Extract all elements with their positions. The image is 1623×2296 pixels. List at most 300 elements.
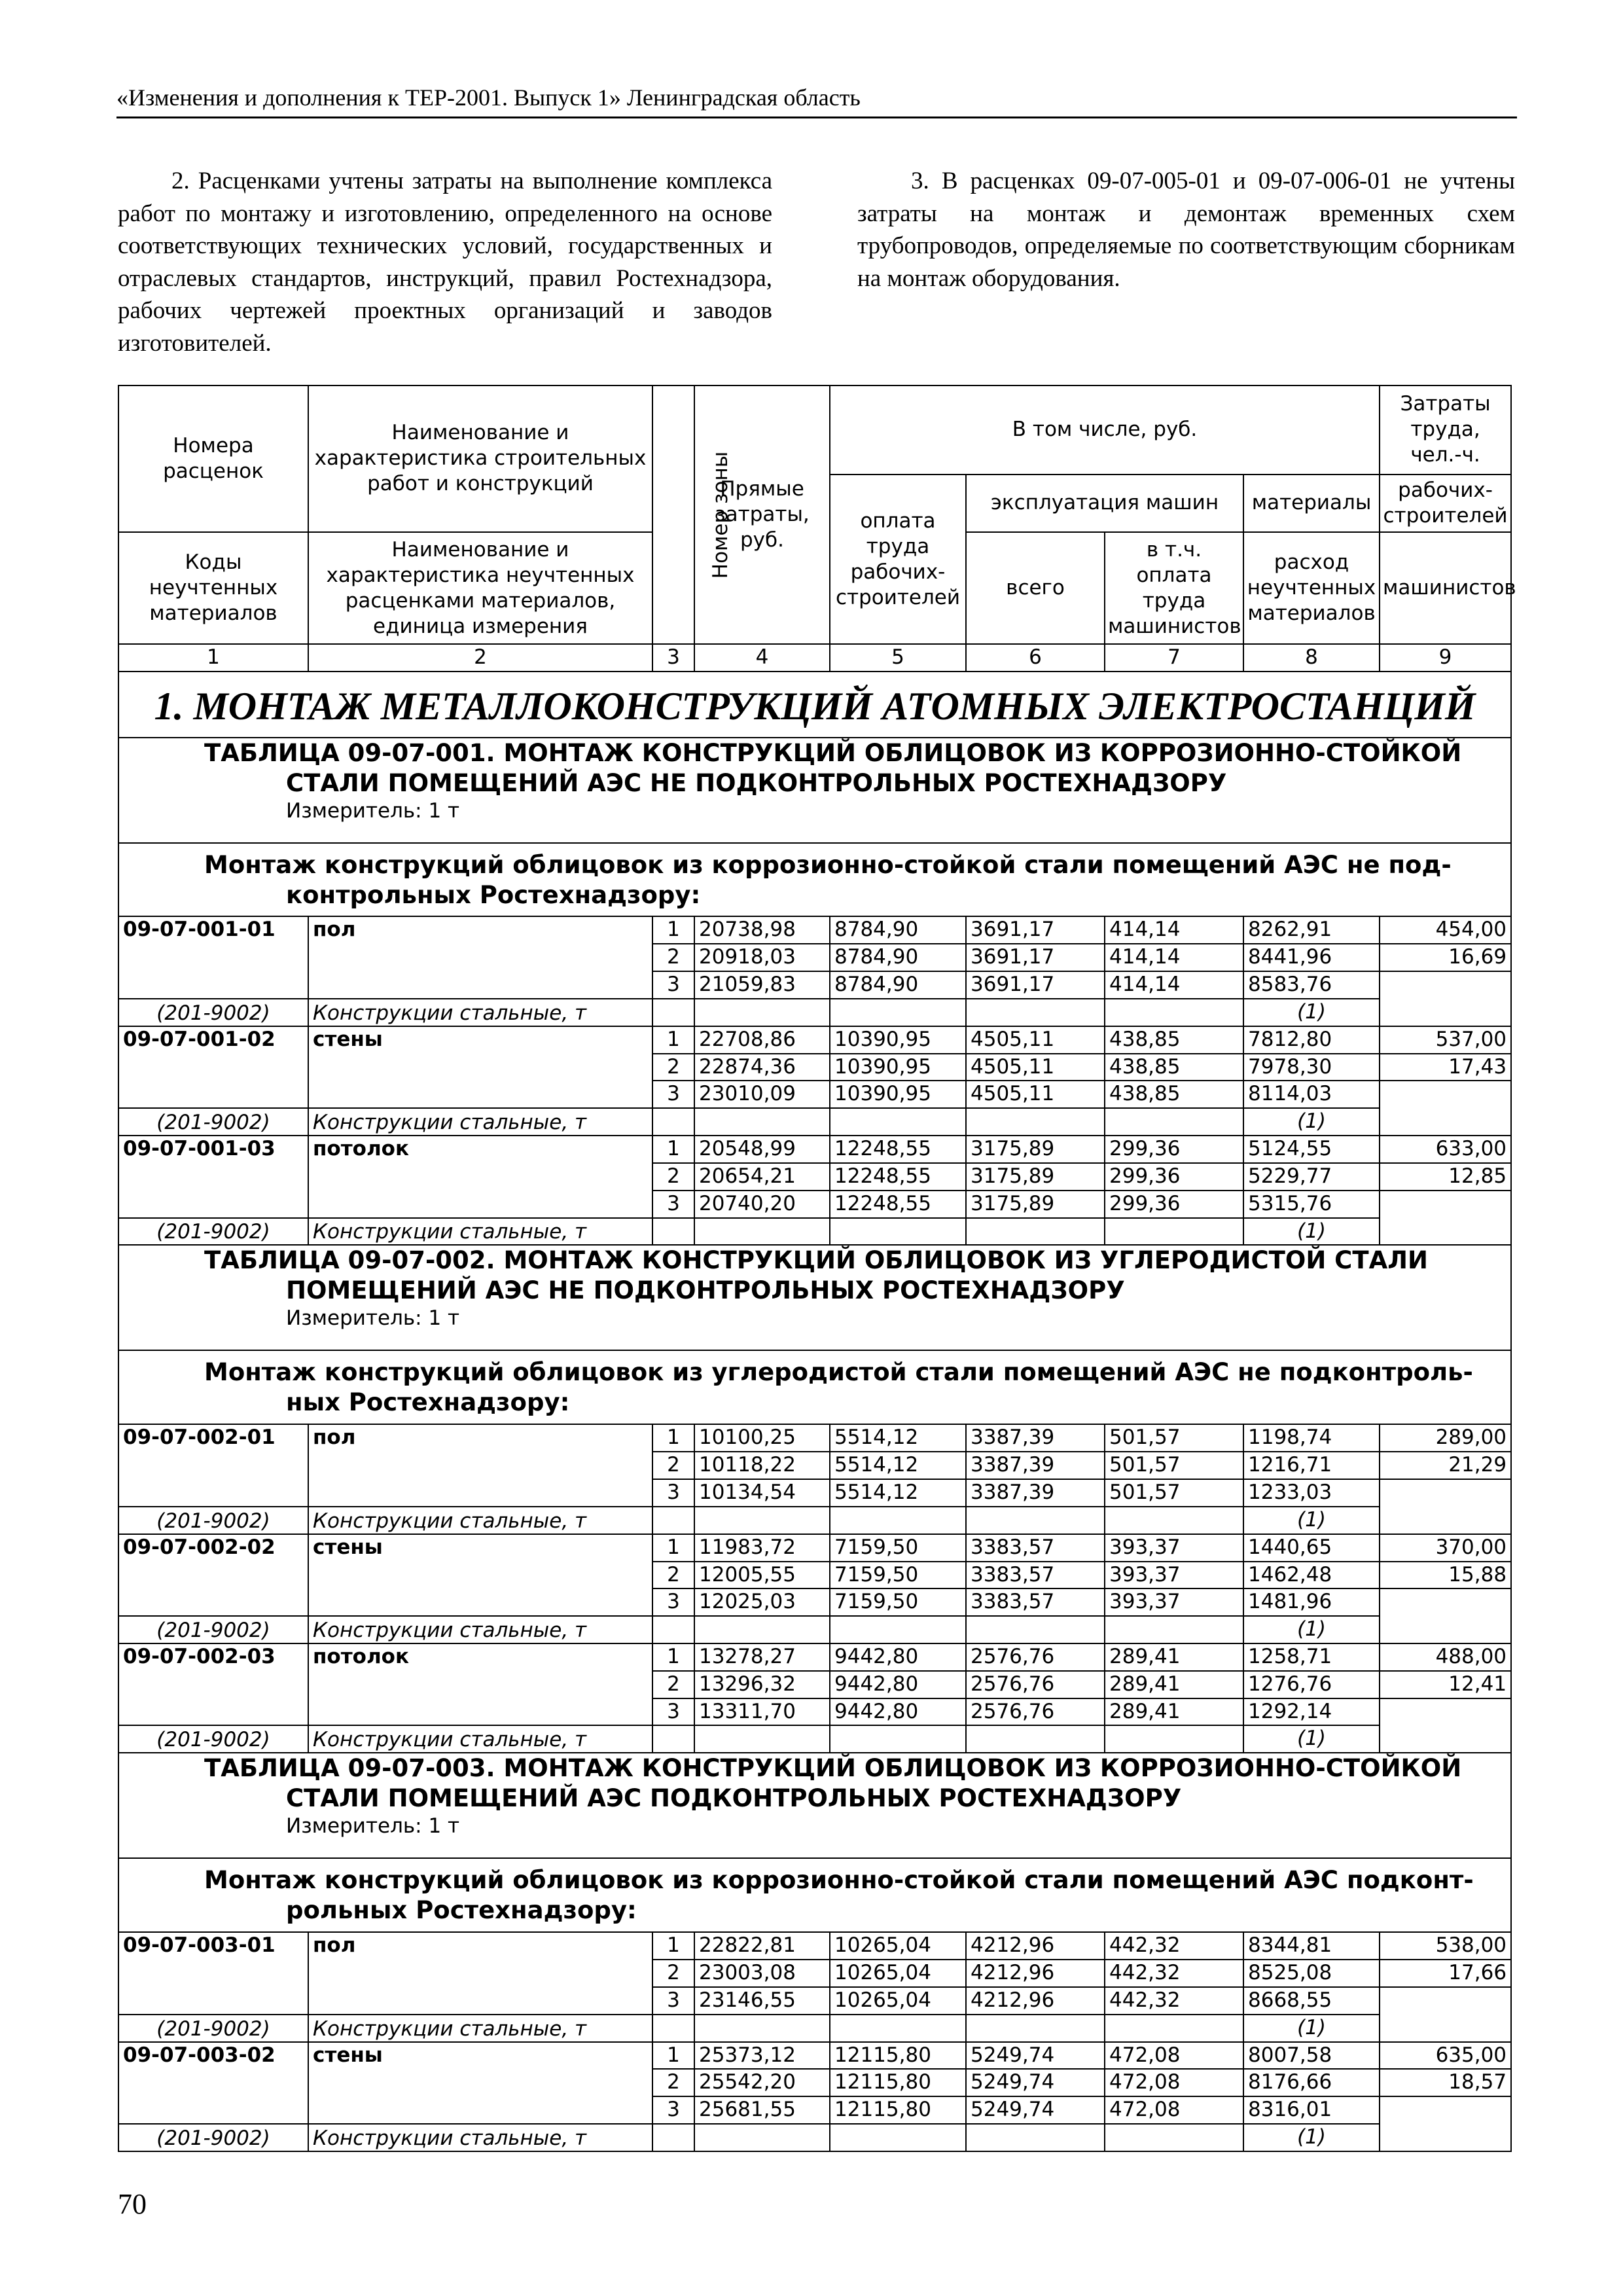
zone-number: 1 [652,1424,694,1452]
machines-total: 5249,74 [966,2042,1105,2070]
intro-text-right: 3. В расценках 09-07-005-01 и 09-07-006-01 не учтены затраты на монтаж и демонтаж временных схем трубопроводов, определяемые по соответствующим сборникам на монтаж оборудования. [857,168,1515,292]
materials-cost: 1292,14 [1243,1698,1380,1726]
header-rule [116,117,1517,118]
direct-costs: 20918,03 [694,944,830,971]
empty-cell [652,1218,694,1246]
material-name: Конструкции стальные, т [308,1616,652,1643]
table-row [118,1534,1511,1562]
col-header-workers-labor: рабочих-строителей [1380,475,1511,532]
zone-number: 3 [652,2096,694,2124]
labor-value: 17,43 [1380,1054,1511,1081]
rate-code: 09-07-003-02 [118,2042,308,2124]
direct-costs: 20654,21 [694,1163,830,1191]
operator-pay: 289,41 [1105,1698,1243,1726]
machines-total: 3387,39 [966,1479,1105,1507]
table-title-cell [118,1245,1511,1350]
empty-cell [966,1108,1105,1136]
worker-pay: 9442,80 [830,1698,966,1726]
worker-pay: 12115,80 [830,2069,966,2096]
machines-total: 5249,74 [966,2069,1105,2096]
zone-number: 2 [652,1163,694,1191]
machines-total: 3175,89 [966,1163,1105,1191]
materials-cost: 1216,71 [1243,1452,1380,1479]
rate-code: 09-07-001-01 [118,916,308,998]
empty-cell [1105,2015,1243,2042]
direct-costs: 25681,55 [694,2096,830,2124]
rate-code: 09-07-003-01 [118,1932,308,2014]
worker-pay: 10265,04 [830,1987,966,2015]
machines-total: 2576,76 [966,1643,1105,1671]
direct-costs: 20548,99 [694,1136,830,1163]
table-row [118,1643,1511,1671]
empty-cell [1105,1725,1243,1753]
col-header-worker-pay: оплата труда рабочих-строителей [830,475,966,644]
materials-cost: 8007,58 [1243,2042,1380,2070]
work-name: стены [308,1026,652,1108]
table-row [118,1424,1511,1452]
empty-cell [652,1507,694,1534]
table-row [118,916,1511,944]
direct-costs: 22822,81 [694,1932,830,1960]
table-meter: Измеритель: 1 т [286,1814,460,1839]
machines-total: 3387,39 [966,1452,1105,1479]
table-row [118,1136,1511,1163]
table-subhead-line-2: рольных Ростехнадзору: [286,1896,637,1925]
machines-total: 4505,11 [966,1026,1105,1054]
material-quantity: (1) [1243,999,1380,1026]
zone-number: 2 [652,2069,694,2096]
direct-costs: 20738,98 [694,916,830,944]
empty-cell [966,1218,1105,1246]
worker-pay: 9442,80 [830,1671,966,1698]
col-header-machines-total: всего [966,532,1105,644]
material-name: Конструкции стальные, т [308,1218,652,1246]
direct-costs: 23010,09 [694,1081,830,1108]
empty-cell [694,1108,830,1136]
intro-text-left: 2. Расценками учтены затраты на выполнение комплекса работ по монтажу и изготовлению, определенного на основе соответствующих технических условий, государственных и отраслевых стандартов, инструкций, правил Ростехнадзора, рабочих чертежей проектных организаций и заводов изготовителей. [118,168,772,357]
material-code: (201-9002) [118,1725,308,1753]
direct-costs: 12025,03 [694,1588,830,1616]
empty-cell [694,2015,830,2042]
direct-costs: 13278,27 [694,1643,830,1671]
machines-total: 5249,74 [966,2096,1105,2124]
zone-number: 2 [652,1671,694,1698]
table-row [118,2015,1511,2042]
operator-pay: 442,32 [1105,1987,1243,2015]
zone-number: 3 [652,971,694,999]
table-row [118,1218,1511,1246]
machines-total: 3691,17 [966,944,1105,971]
labor-value: 537,00 [1380,1026,1511,1054]
direct-costs: 10100,25 [694,1424,830,1452]
materials-cost: 8668,55 [1243,1987,1380,2015]
table-subhead [204,844,1510,913]
materials-cost: 5229,77 [1243,1163,1380,1191]
worker-pay: 10265,04 [830,1932,966,1960]
direct-costs: 25373,12 [694,2042,830,2070]
zone-number: 2 [652,944,694,971]
column-number: 8 [1243,644,1380,672]
labor-value [1380,1479,1511,1534]
direct-costs: 10134,54 [694,1479,830,1507]
zone-number: 2 [652,1562,694,1589]
col-header-unaccounted-materials: расход неучтенных материалов [1243,532,1380,644]
material-quantity: (1) [1243,1108,1380,1136]
section-title: 1. МОНТАЖ МЕТАЛЛОКОНСТРУКЦИЙ АТОМНЫХ ЭЛЕКТРОСТАНЦИЙ [154,685,1476,728]
operator-pay: 414,14 [1105,944,1243,971]
worker-pay: 7159,50 [830,1588,966,1616]
table-subhead-line-1: Монтаж конструкций облицовок из коррозионно-стойкой стали помещений АЭС подконт- [204,1866,1474,1895]
labor-value: 488,00 [1380,1643,1511,1671]
table-subhead-line-2: ных Ростехнадзору: [286,1388,570,1417]
material-code: (201-9002) [118,1616,308,1643]
empty-cell [652,999,694,1026]
col-header-rate-numbers: Номера расценок [118,386,308,532]
material-name: Конструкции стальные, т [308,2124,652,2151]
worker-pay: 12115,80 [830,2096,966,2124]
empty-cell [694,999,830,1026]
operator-pay: 393,37 [1105,1534,1243,1562]
labor-value [1380,1698,1511,1753]
empty-cell [830,999,966,1026]
column-number: 1 [118,644,308,672]
empty-cell [652,1108,694,1136]
running-header: «Изменения и дополнения к ТЕР-2001. Выпуск 1» Ленинградская область [116,84,861,111]
rate-code: 09-07-002-01 [118,1424,308,1506]
material-name: Конструкции стальные, т [308,1108,652,1136]
material-quantity: (1) [1243,1616,1380,1643]
table-title-line-1: ТАБЛИЦА 09-07-001. МОНТАЖ КОНСТРУКЦИЙ ОБЛИЦОВОК ИЗ КОРРОЗИОННО-СТОЙКОЙ [204,738,1462,767]
column-number: 2 [308,644,652,672]
labor-value: 289,00 [1380,1424,1511,1452]
operator-pay: 438,85 [1105,1026,1243,1054]
table-row [118,1026,1511,1054]
table-title-line-1: ТАБЛИЦА 09-07-002. МОНТАЖ КОНСТРУКЦИЙ ОБЛИЦОВОК ИЗ УГЛЕРОДИСТОЙ СТАЛИ [204,1246,1428,1275]
worker-pay: 12248,55 [830,1191,966,1218]
table-title [204,1753,1510,1814]
worker-pay: 8784,90 [830,944,966,971]
table-row [118,1932,1511,1960]
worker-pay: 10390,95 [830,1026,966,1054]
empty-cell [966,2015,1105,2042]
work-name: потолок [308,1643,652,1725]
table-row [118,999,1511,1026]
empty-cell [830,1616,966,1643]
material-quantity: (1) [1243,1218,1380,1246]
col-header-materials: материалы [1243,475,1380,532]
labor-value [1380,1588,1511,1643]
direct-costs: 23146,55 [694,1987,830,2015]
empty-cell [830,1218,966,1246]
operator-pay: 501,57 [1105,1479,1243,1507]
table-subhead-row [118,843,1511,917]
direct-costs: 10118,22 [694,1452,830,1479]
table-title-row [118,738,1511,843]
machines-total: 3383,57 [966,1534,1105,1562]
table-subhead-row [118,1350,1511,1424]
machines-total: 4212,96 [966,1932,1105,1960]
worker-pay: 5514,12 [830,1479,966,1507]
zone-number: 1 [652,1932,694,1960]
materials-cost: 8583,76 [1243,971,1380,999]
empty-cell [830,1725,966,1753]
operator-pay: 289,41 [1105,1671,1243,1698]
zone-number: 3 [652,1698,694,1726]
table-subhead-line-1: Монтаж конструкций облицовок из коррозионно-стойкой стали помещений АЭС не под- [204,850,1452,879]
labor-value: 12,41 [1380,1671,1511,1698]
materials-cost: 1198,74 [1243,1424,1380,1452]
rate-code: 09-07-002-03 [118,1643,308,1725]
section-title-row [118,672,1511,737]
empty-cell [1105,999,1243,1026]
col-header-operator-pay: в т.ч. оплата труда машинистов [1105,532,1243,644]
materials-cost: 8176,66 [1243,2069,1380,2096]
operator-pay: 472,08 [1105,2042,1243,2070]
machines-total: 3175,89 [966,1136,1105,1163]
materials-cost: 8525,08 [1243,1960,1380,1987]
col-header-machines: эксплуатация машин [966,475,1243,532]
zone-number: 1 [652,2042,694,2070]
empty-cell [830,2015,966,2042]
col-header-labor: Затраты труда, чел.-ч. [1380,386,1511,475]
worker-pay: 12115,80 [830,2042,966,2070]
operator-pay: 289,41 [1105,1643,1243,1671]
rate-code: 09-07-001-03 [118,1136,308,1217]
direct-costs: 23003,08 [694,1960,830,1987]
zone-number: 1 [652,1643,694,1671]
zone-number: 1 [652,916,694,944]
direct-costs: 11983,72 [694,1534,830,1562]
material-name: Конструкции стальные, т [308,1725,652,1753]
table-row [118,1725,1511,1753]
worker-pay: 10265,04 [830,1960,966,1987]
materials-cost: 1481,96 [1243,1588,1380,1616]
material-code: (201-9002) [118,2015,308,2042]
materials-cost: 7812,80 [1243,1026,1380,1054]
operator-pay: 414,14 [1105,916,1243,944]
labor-value [1380,1191,1511,1246]
zone-number: 2 [652,1054,694,1081]
zone-number: 2 [652,1452,694,1479]
materials-cost: 1258,71 [1243,1643,1380,1671]
col-header-operators-labor: машинистов [1380,532,1511,644]
worker-pay: 10390,95 [830,1081,966,1108]
table-subhead-cell [118,1858,1511,1932]
col-header-work-name: Наименование и характеристика строительных работ и конструкций [308,386,652,532]
table-subhead-line-2: контрольных Ростехнадзору: [286,880,701,909]
work-name: стены [308,2042,652,2124]
table-row [118,1507,1511,1534]
worker-pay: 5514,12 [830,1424,966,1452]
machines-total: 4505,11 [966,1054,1105,1081]
col-header-material-names: Наименование и характеристика неучтенных расценками материалов, единица измерения [308,532,652,644]
empty-cell [1105,1218,1243,1246]
labor-value [1380,1081,1511,1136]
worker-pay: 8784,90 [830,971,966,999]
operator-pay: 393,37 [1105,1562,1243,1589]
zone-number: 2 [652,1960,694,1987]
operator-pay: 501,57 [1105,1424,1243,1452]
table-subhead-row [118,1858,1511,1932]
empty-cell [966,2124,1105,2151]
zone-number: 3 [652,1081,694,1108]
empty-cell [1105,1616,1243,1643]
table-title-row [118,1245,1511,1350]
worker-pay: 12248,55 [830,1163,966,1191]
labor-value: 21,29 [1380,1452,1511,1479]
section-title-cell [118,672,1511,737]
page-number: 70 [118,2188,147,2220]
operator-pay: 299,36 [1105,1163,1243,1191]
material-code: (201-9002) [118,1507,308,1534]
table-row [118,2124,1511,2151]
materials-cost: 5124,55 [1243,1136,1380,1163]
machines-total: 4212,96 [966,1960,1105,1987]
column-number: 6 [966,644,1105,672]
operator-pay: 472,08 [1105,2069,1243,2096]
labor-value [1380,2096,1511,2151]
col-header-material-codes: Коды неучтенных материалов [118,532,308,644]
operator-pay: 501,57 [1105,1452,1243,1479]
materials-cost: 1440,65 [1243,1534,1380,1562]
table-title-cell [118,738,1511,843]
material-code: (201-9002) [118,1218,308,1246]
column-number: 7 [1105,644,1243,672]
rate-code: 09-07-002-02 [118,1534,308,1616]
machines-total: 3383,57 [966,1588,1105,1616]
materials-cost: 7978,30 [1243,1054,1380,1081]
empty-cell [694,1507,830,1534]
machines-total: 3691,17 [966,916,1105,944]
materials-cost: 8114,03 [1243,1081,1380,1108]
material-code: (201-9002) [118,1108,308,1136]
table-subhead-line-1: Монтаж конструкций облицовок из углеродистой стали помещений АЭС не подконтроль- [204,1358,1473,1387]
column-number: 5 [830,644,966,672]
machines-total: 2576,76 [966,1671,1105,1698]
empty-cell [1105,1108,1243,1136]
labor-value: 15,88 [1380,1562,1511,1589]
labor-value: 538,00 [1380,1932,1511,1960]
labor-value: 635,00 [1380,2042,1511,2070]
work-name: стены [308,1534,652,1616]
materials-cost: 8316,01 [1243,2096,1380,2124]
materials-cost: 5315,76 [1243,1191,1380,1218]
zone-number: 3 [652,1479,694,1507]
col-header-including: В том числе, руб. [830,386,1380,475]
zone-number: 1 [652,1534,694,1562]
column-number: 4 [694,644,830,672]
materials-cost: 8262,91 [1243,916,1380,944]
empty-cell [1105,1507,1243,1534]
material-name: Конструкции стальные, т [308,999,652,1026]
worker-pay: 7159,50 [830,1562,966,1589]
machines-total: 4212,96 [966,1987,1105,2015]
table-title [204,738,1510,798]
machines-total: 3691,17 [966,971,1105,999]
table-row [118,2042,1511,2070]
table-subhead-cell [118,843,1511,917]
column-number: 3 [652,644,694,672]
table-title [204,1246,1510,1306]
materials-cost: 1462,48 [1243,1562,1380,1589]
operator-pay: 414,14 [1105,971,1243,999]
table-row [118,1616,1511,1643]
worker-pay: 7159,50 [830,1534,966,1562]
zone-number: 1 [652,1136,694,1163]
empty-cell [966,1725,1105,1753]
labor-value: 633,00 [1380,1136,1511,1163]
materials-cost: 1276,76 [1243,1671,1380,1698]
labor-value: 370,00 [1380,1534,1511,1562]
direct-costs: 22708,86 [694,1026,830,1054]
empty-cell [694,2124,830,2151]
price-table [118,385,1516,2152]
table-title-line-2: ПОМЕЩЕНИЙ АЭС НЕ ПОДКОНТРОЛЬНЫХ РОСТЕХНАДЗОРУ [286,1276,1125,1305]
material-quantity: (1) [1243,2015,1380,2042]
material-quantity: (1) [1243,1725,1380,1753]
operator-pay: 438,85 [1105,1081,1243,1108]
empty-cell [652,1725,694,1753]
labor-value: 18,57 [1380,2069,1511,2096]
empty-cell [830,2124,966,2151]
rate-code: 09-07-001-02 [118,1026,308,1108]
worker-pay: 5514,12 [830,1452,966,1479]
empty-cell [1105,2124,1243,2151]
zone-number: 3 [652,1191,694,1218]
column-number: 9 [1380,644,1511,672]
table-row [118,1108,1511,1136]
operator-pay: 438,85 [1105,1054,1243,1081]
empty-cell [694,1616,830,1643]
machines-total: 4505,11 [966,1081,1105,1108]
empty-cell [966,1507,1105,1534]
operator-pay: 472,08 [1105,2096,1243,2124]
operator-pay: 442,32 [1105,1932,1243,1960]
material-quantity: (1) [1243,1507,1380,1534]
worker-pay: 9442,80 [830,1643,966,1671]
zone-number: 3 [652,1588,694,1616]
empty-cell [966,999,1105,1026]
direct-costs: 22874,36 [694,1054,830,1081]
table-subhead [204,1859,1510,1928]
worker-pay: 8784,90 [830,916,966,944]
empty-cell [830,1507,966,1534]
material-name: Конструкции стальные, т [308,2015,652,2042]
direct-costs: 21059,83 [694,971,830,999]
machines-total: 3387,39 [966,1424,1105,1452]
work-name: потолок [308,1136,652,1217]
worker-pay: 12248,55 [830,1136,966,1163]
operator-pay: 299,36 [1105,1136,1243,1163]
intro-paragraph-2 [118,165,772,359]
operator-pay: 442,32 [1105,1960,1243,1987]
column-number-row [118,644,1511,672]
table-meter: Измеритель: 1 т [286,798,460,823]
direct-costs: 13311,70 [694,1698,830,1726]
table-title-line-2: СТАЛИ ПОМЕЩЕНИЙ АЭС ПОДКОНТРОЛЬНЫХ РОСТЕХНАДЗОРУ [286,1784,1182,1813]
zone-number: 3 [652,1987,694,2015]
table-meter: Измеритель: 1 т [286,1306,460,1331]
material-code: (201-9002) [118,2124,308,2151]
worker-pay: 10390,95 [830,1054,966,1081]
work-name: пол [308,916,652,998]
table-subhead [204,1351,1510,1420]
table-title-row [118,1753,1511,1858]
direct-costs: 25542,20 [694,2069,830,2096]
empty-cell [652,2124,694,2151]
labor-value [1380,971,1511,1026]
material-quantity: (1) [1243,2124,1380,2151]
